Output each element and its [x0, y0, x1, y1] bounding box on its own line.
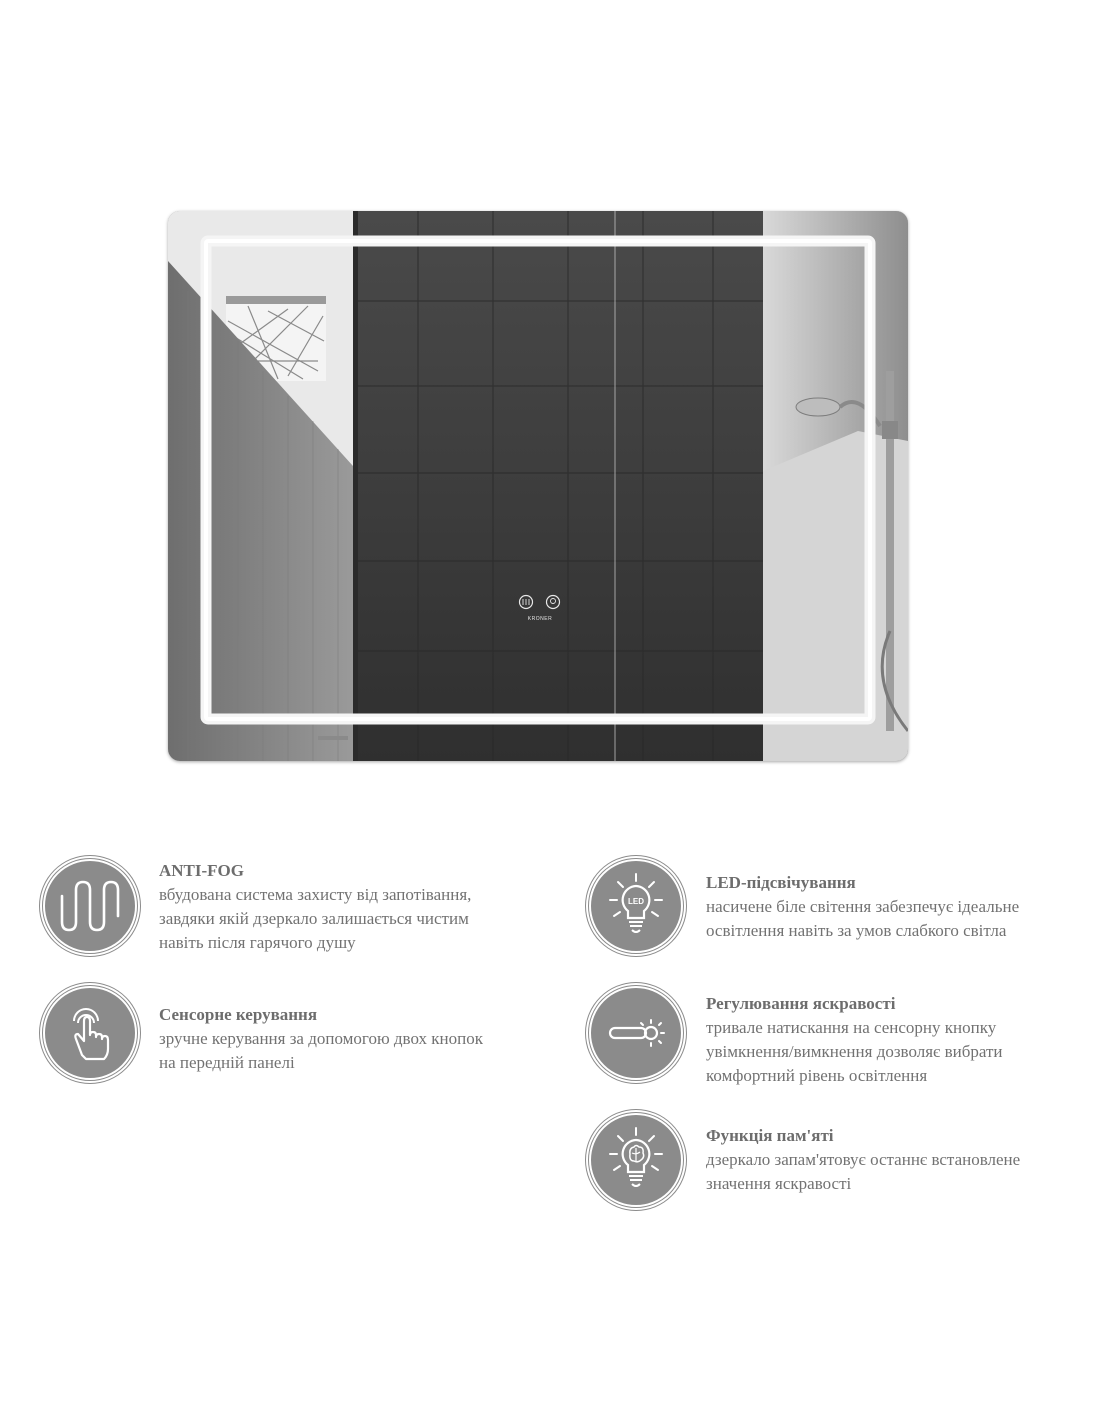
feature-description-line: комфортний рівень освітлення: [706, 1066, 928, 1085]
feature-description: [159, 1027, 483, 1075]
feature-description-line: освітлення навіть за умов слабкого світла: [706, 921, 1007, 940]
brand-logo: KRONER: [527, 616, 553, 622]
touch-hand-icon: [40, 983, 140, 1083]
bathroom-reflection-illustration: [168, 211, 908, 761]
feature-description-line: значення яскравості: [706, 1174, 852, 1193]
svg-text:LED: LED: [628, 897, 644, 906]
feature-description-line: насичене біле світення забезпечує ідеальне: [706, 897, 1020, 916]
feature-title: ANTI-FOG: [159, 861, 244, 880]
anti-fog-heater-icon: [40, 856, 140, 956]
feature-description-line: вбудована система захисту від запотівання,: [159, 885, 472, 904]
feature-description-line: дзеркало запам'ятовує останнє встановлене: [706, 1150, 1021, 1169]
memory-brain-bulb-icon: [586, 1110, 686, 1210]
feature-title: LED-підсвічування: [706, 873, 856, 892]
feature-description-line: завдяки якій дзеркало залишається чистим: [159, 909, 469, 928]
product-mirror-photo: [168, 211, 908, 761]
feature-description-line: тривале натискання на сенсорну кнопку: [706, 1018, 997, 1037]
feature-description: [706, 1148, 1020, 1196]
feature-title: Регулювання яскравості: [706, 994, 896, 1013]
brightness-slider-icon: [586, 983, 686, 1083]
feature-title: Сенсорне керування: [159, 1005, 318, 1024]
led-bulb-icon: [586, 856, 686, 956]
feature-title: Функція пам'яті: [706, 1126, 834, 1145]
feature-description-line: зручне керування за допомогою двох кнопок: [159, 1029, 483, 1048]
feature-description: [706, 895, 1019, 943]
feature-description-line: навіть після гарячого душу: [159, 933, 356, 952]
feature-description-line: на передній панелі: [159, 1053, 295, 1072]
feature-description-line: увімкнення/вимкнення дозволяє вибрати: [706, 1042, 1003, 1061]
feature-description: [159, 883, 471, 955]
feature-description: [706, 1016, 1003, 1088]
